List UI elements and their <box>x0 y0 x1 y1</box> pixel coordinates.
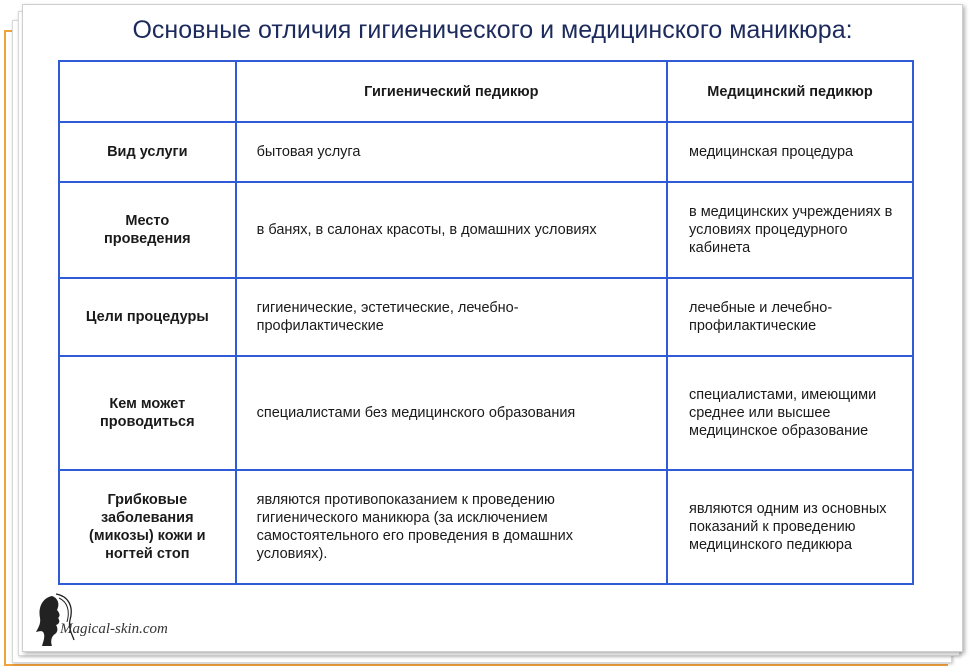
header-empty-cell <box>59 61 236 122</box>
row-label: Вид услуги <box>59 122 236 182</box>
header-hygienic: Гигиенический педикюр <box>236 61 667 122</box>
hygienic-cell-text: гигиенические, эстетические, лечебно-профилактические <box>256 300 519 334</box>
hygienic-cell: бытовая услуга <box>236 122 667 182</box>
hygienic-cell <box>236 470 667 584</box>
medical-cell <box>667 356 913 470</box>
watermark-text: Magical-skin.com <box>60 621 168 637</box>
medical-cell-text: специалистами, имеющими среднее или высшее медицинское образование <box>688 387 877 439</box>
table-row <box>59 278 913 356</box>
table-row <box>59 356 913 470</box>
row-label-text: Грибковые заболевания (микозы) кожи и ногтей стоп <box>89 492 206 562</box>
hygienic-cell: в банях, в салонах красоты, в домашних условиях <box>236 182 667 278</box>
woman-silhouette-icon <box>30 590 230 650</box>
table-row <box>59 470 913 584</box>
row-label-text: Место проведения <box>103 213 191 247</box>
medical-cell-text: лечебные и лечебно-профилактические <box>688 300 833 334</box>
medical-cell <box>667 278 913 356</box>
row-label <box>59 356 236 470</box>
row-label <box>59 182 236 278</box>
hygienic-cell-text: являются противопоказанием к проведению гигиенического маникюра (за исключением самостоятельного его проведения в домашних условиях). <box>256 492 573 562</box>
table-row <box>59 182 913 278</box>
row-label <box>59 470 236 584</box>
medical-cell-text: являются одним из основных показаний к проведению медицинского педикюра <box>688 501 887 553</box>
hygienic-cell <box>236 278 667 356</box>
medical-cell <box>667 470 913 584</box>
table-row <box>59 122 913 182</box>
table-header-row <box>59 61 913 122</box>
row-label-text: Кем может проводиться <box>100 396 195 430</box>
comparison-table <box>58 60 914 585</box>
header-medical: Медицинский педикюр <box>667 61 913 122</box>
medical-cell: медицинская процедура <box>667 122 913 182</box>
page-title: Основные отличия гигиенического и медицинского маникюра: <box>132 16 853 44</box>
hygienic-cell: специалистами без медицинского образования <box>236 356 667 470</box>
medical-cell: в медицинских учреждениях в условиях процедурного кабинета <box>667 182 913 278</box>
row-label: Цели процедуры <box>59 278 236 356</box>
